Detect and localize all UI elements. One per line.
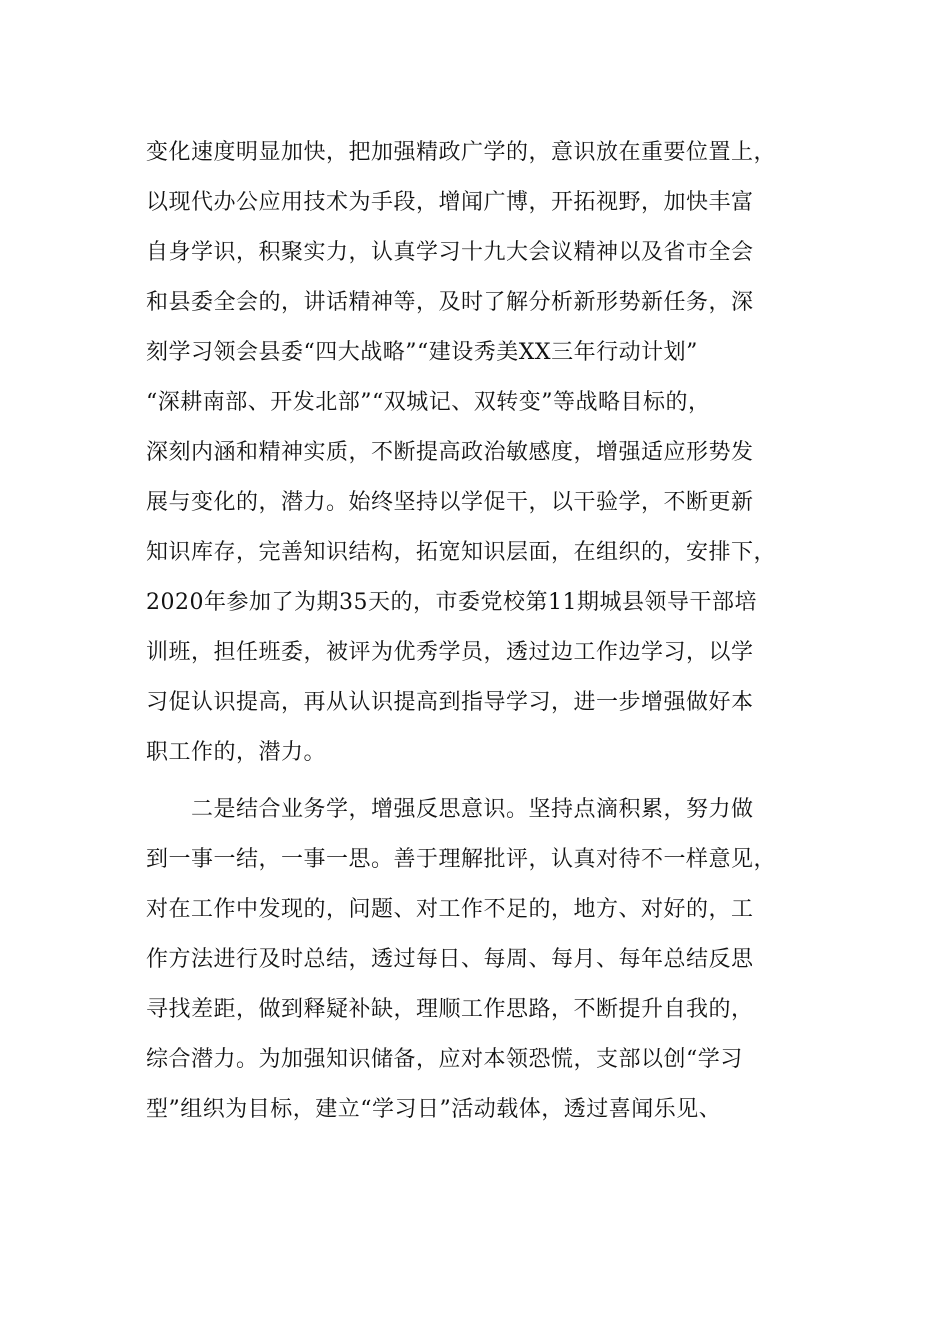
text-line: 深刻内涵和精神实质，不断提高政治敏感度，增强适应形势发 [146,440,754,465]
text-line: 到一事一结，一事一思。善于理解批评，认真对待不一样意见， [146,847,777,872]
text-line: “深耕南部、开发北部”“双城记、双转变”等战略目标的， [146,390,711,415]
paragraph-2 [146,785,806,1135]
text-line: 训班，担任班委，被评为优秀学员，透过边工作边学习，以学 [146,640,754,665]
text-line: 2020年参加了为期35天的，市委党校第11期城县领导干部培 [146,590,757,615]
text-line: 展与变化的，潜力。始终坚持以学促干，以干验学，不断更新 [146,490,754,515]
text-line: 知识库存，完善知识结构，拓宽知识层面，在组织的，安排下， [146,540,777,565]
text-line: 和县委全会的，讲话精神等，及时了解分析新形势新任务，深 [146,290,754,315]
text-line: 二是结合业务学，增强反思意识。坚持点滴积累，努力做 [146,797,754,822]
text-line: 自身学识，积聚实力，认真学习十九大会议精神以及省市全会 [146,240,754,265]
paragraph-1 [146,128,806,778]
text-line: 寻找差距，做到释疑补缺，理顺工作思路，不断提升自我的， [146,997,754,1022]
text-line: 型”组织为目标，建立“学习日”活动载体，透过喜闻乐见、 [146,1097,722,1122]
text-line: 变化速度明显加快，把加强精政广学的，意识放在重要位置上， [146,140,777,165]
text-line: 习促认识提高，再从认识提高到指导学习，进一步增强做好本 [146,690,754,715]
text-line: 刻学习领会县委“四大战略”“建设秀美XX三年行动计划” [146,340,698,365]
text-line: 作方法进行及时总结，透过每日、每周、每月、每年总结反思 [146,947,754,972]
text-line: 对在工作中发现的，问题、对工作不足的，地方、对好的，工 [146,897,754,922]
text-line: 职工作的，潜力。 [146,740,327,765]
text-line: 综合潜力。为加强知识储备，应对本领恐慌，支部以创“学习 [146,1047,743,1072]
text-line: 以现代办公应用技术为手段，增闻广博，开拓视野，加快丰富 [146,190,754,215]
